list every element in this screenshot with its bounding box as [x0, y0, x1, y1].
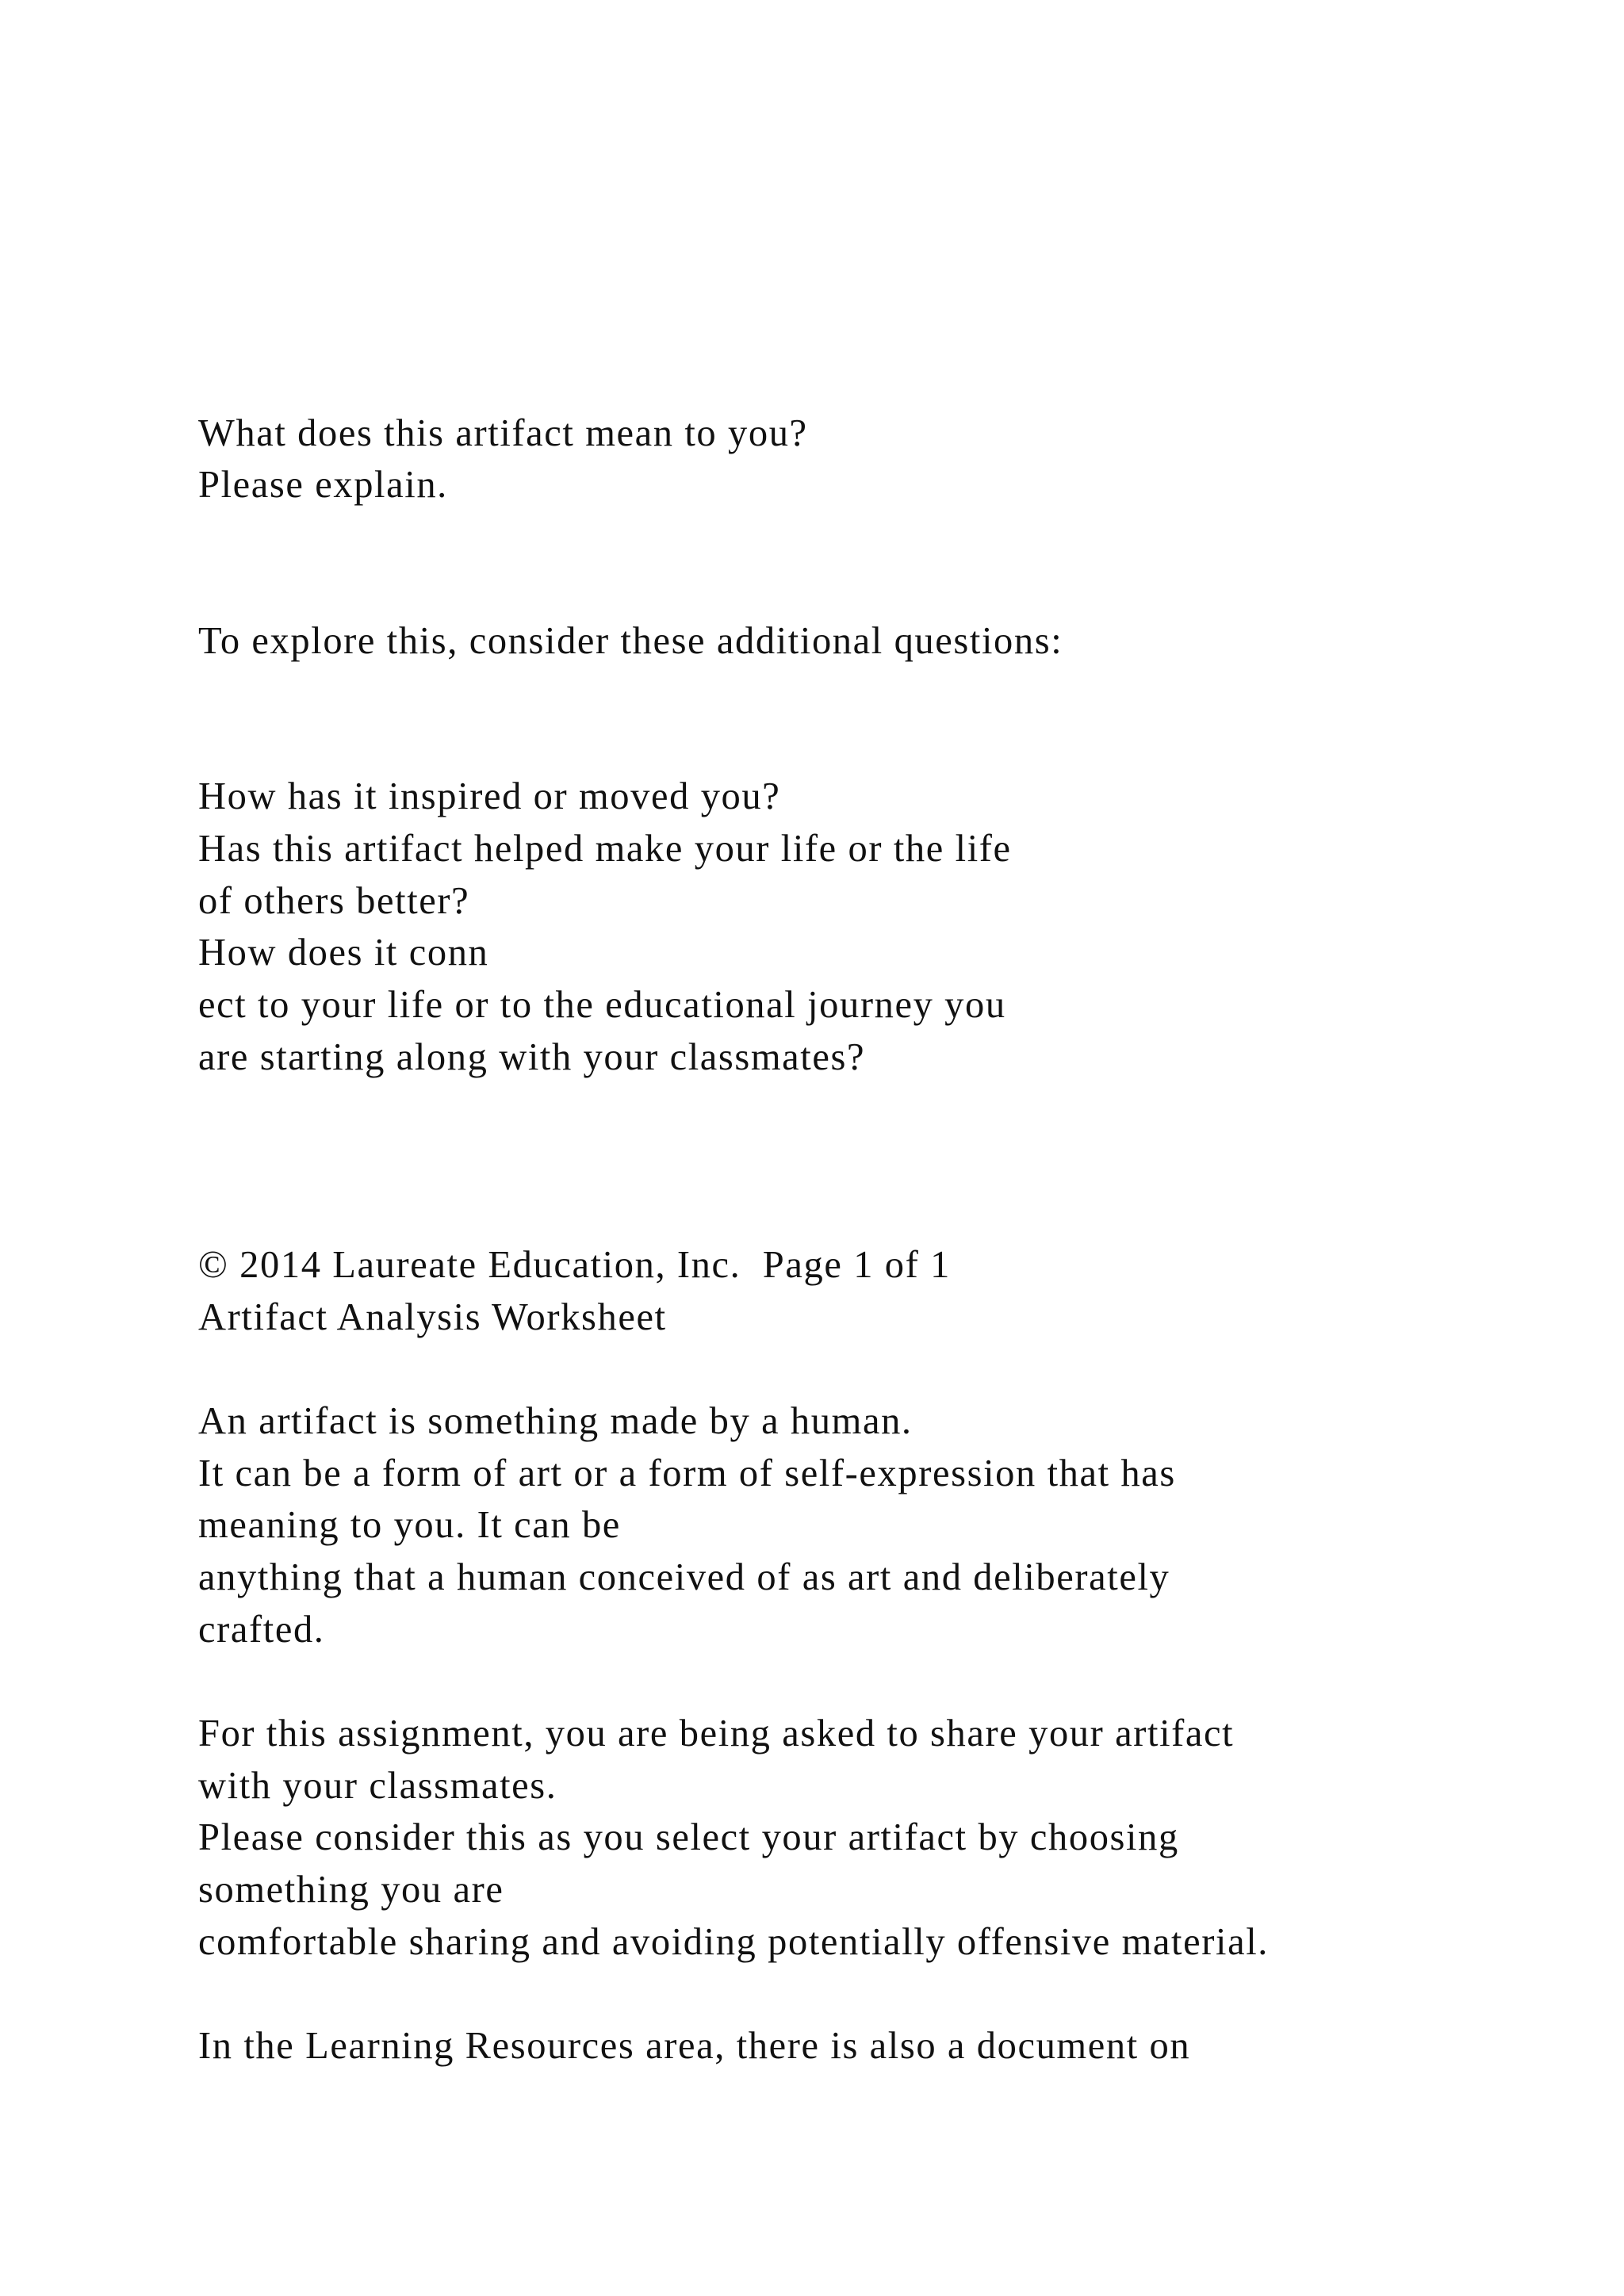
assignment-line: with your classmates.	[198, 1765, 557, 1807]
explore-prompt: To explore this, consider these additional questions:	[198, 620, 1063, 662]
assignment-line: For this assignment, you are being asked to share your artifact	[198, 1712, 1235, 1755]
resources-line: In the Learning Resources area, there is also a document on	[198, 2025, 1191, 2067]
additional-question-line: are starting along with your classmates?	[198, 1036, 866, 1078]
additional-question-line: of others better?	[198, 880, 470, 922]
copyright-footer: © 2014 Laureate Education, Inc. Page 1 of 1	[198, 1244, 951, 1286]
definition-line: meaning to you. It can be	[198, 1504, 621, 1546]
additional-question-line: ect to your life or to the educational journey you	[198, 984, 1006, 1026]
question-line: Please explain.	[198, 464, 448, 506]
worksheet-title: Artifact Analysis Worksheet	[198, 1296, 667, 1338]
additional-question-line: How has it inspired or moved you?	[198, 775, 781, 817]
additional-question-line: How does it conn	[198, 932, 489, 974]
definition-line: anything that a human conceived of as art and deliberately	[198, 1556, 1170, 1598]
definition-line: crafted.	[198, 1609, 325, 1651]
definition-line: An artifact is something made by a human.	[198, 1400, 913, 1442]
assignment-line: something you are	[198, 1869, 504, 1911]
assignment-line: comfortable sharing and avoiding potentially offensive material.	[198, 1921, 1269, 1963]
additional-question-line: Has this artifact helped make your life or the life	[198, 828, 1012, 870]
assignment-line: Please consider this as you select your artifact by choosing	[198, 1816, 1179, 1858]
question-line: What does this artifact mean to you?	[198, 412, 808, 454]
definition-line: It can be a form of art or a form of self-expression that has	[198, 1452, 1176, 1494]
